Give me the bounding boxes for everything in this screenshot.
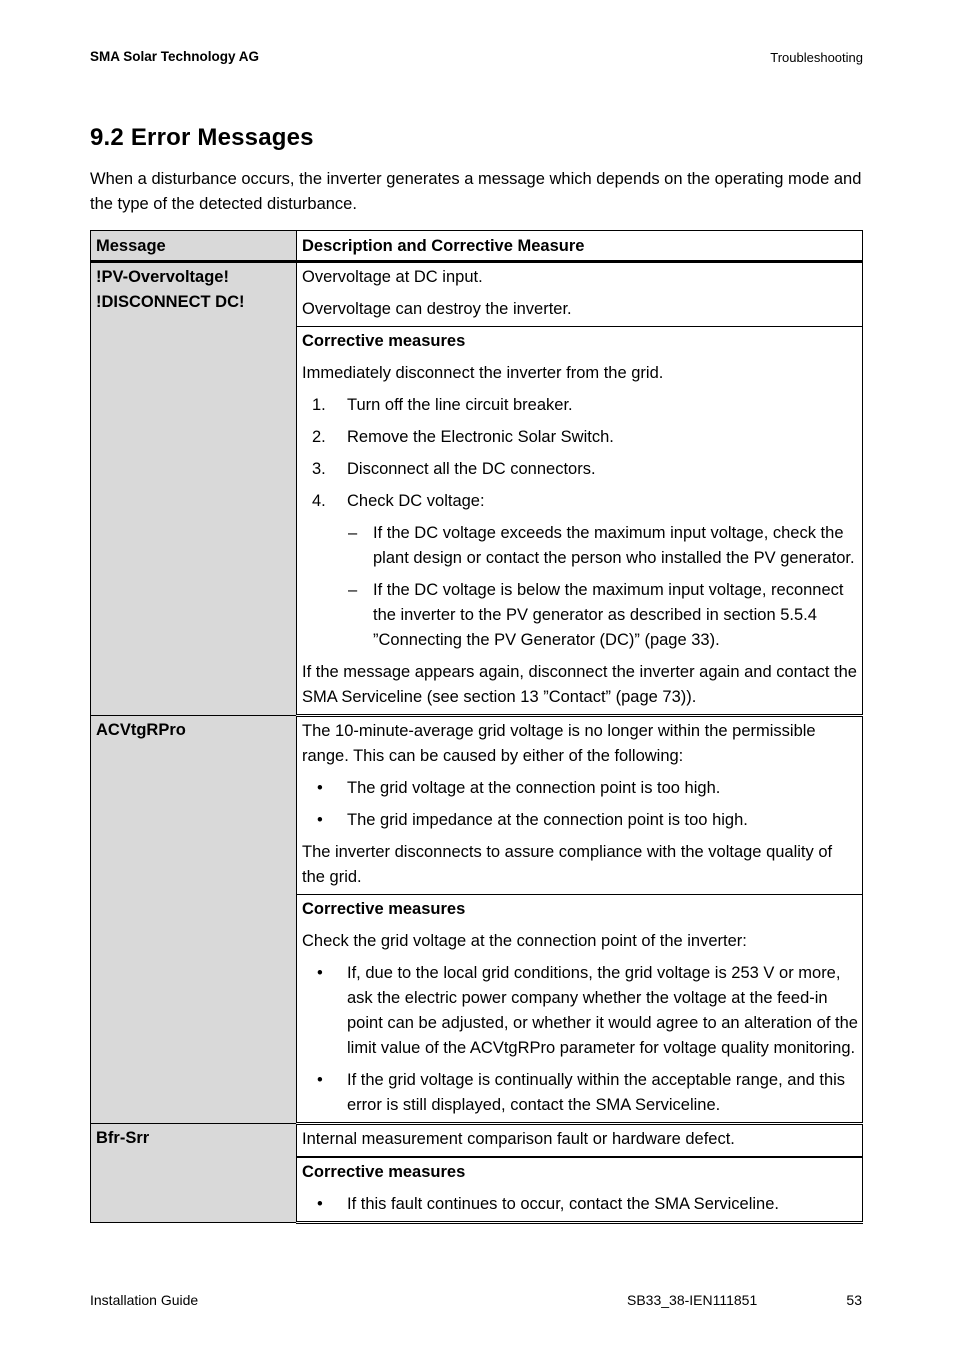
step-number: 4. [312, 492, 326, 510]
list-item [302, 1068, 858, 1118]
step-number: 1. [312, 396, 326, 414]
step-text: Disconnect all the DC connectors. [347, 460, 596, 478]
description-cell [297, 262, 863, 327]
message-cell [91, 262, 297, 716]
dash-marker: – [348, 581, 358, 599]
column-header-description: Description and Corrective Measure [297, 231, 863, 262]
bullet-marker: • [317, 964, 323, 982]
step-text: Check DC voltage: [347, 492, 485, 510]
description-text: Internal measurement comparison fault or hardware defect. [302, 1130, 735, 1148]
list-item [302, 1192, 858, 1217]
corrective-cell [297, 895, 863, 1124]
list-item [302, 457, 858, 482]
corrective-cell [297, 327, 863, 716]
description-text: The inverter disconnects to assure compliance with the voltage quality of the grid. [302, 843, 833, 886]
message-name: !PV-Overvoltage! [96, 268, 229, 286]
corrective-heading: Corrective measures [302, 900, 466, 918]
list-item [302, 521, 858, 571]
table-row [91, 262, 863, 327]
header-company: SMA Solar Technology AG [90, 49, 260, 64]
corrective-cell [297, 1157, 863, 1223]
step-text: Remove the Electronic Solar Switch. [347, 428, 614, 446]
step-number: 3. [312, 460, 326, 478]
sub-item-text: If the DC voltage is below the maximum input voltage, reconnect the inverter to the PV generator as described in section 5.5.4 ”Connecting the PV Generator (DC)” (page 33). [373, 581, 844, 649]
bullet-text: If the grid voltage is continually within the acceptable range, and this error is still displayed, contact the SMA Serviceline. [347, 1071, 846, 1114]
corrective-outro: If the message appears again, disconnect the inverter again and contact the SMA Serviceline (see section 13 ”Contact” (page 73)). [302, 663, 857, 706]
message-cell [91, 716, 297, 1124]
description-cell [297, 716, 863, 895]
list-item [302, 393, 858, 418]
step-text: Turn off the line circuit breaker. [347, 396, 573, 414]
bullet-marker: • [317, 779, 323, 797]
description-text: Overvoltage at DC input. [302, 268, 483, 286]
corrective-heading: Corrective measures [302, 1163, 466, 1181]
list-item [302, 808, 858, 833]
section-title: 9.2 Error Messages [90, 124, 314, 151]
bullet-text: The grid impedance at the connection point is too high. [347, 811, 748, 829]
header-section: Troubleshooting [770, 50, 863, 65]
list-item [302, 425, 858, 450]
message-name: !DISCONNECT DC! [96, 293, 245, 311]
list-item [302, 776, 858, 801]
corrective-intro: Check the grid voltage at the connection point of the inverter: [302, 932, 747, 950]
sub-item-text: If the DC voltage exceeds the maximum input voltage, check the plant design or contact the person who installed the PV generator. [373, 524, 855, 567]
message-name: Bfr-Srr [96, 1129, 150, 1147]
error-messages-table [90, 230, 863, 1224]
description-text: The 10-minute-average grid voltage is no longer within the permissible range. This can be caused by either of the following: [302, 722, 816, 765]
table-row [91, 1124, 863, 1158]
list-item [302, 489, 858, 514]
bullet-text: If, due to the local grid conditions, the grid voltage is 253 V or more, ask the electric power company whether the voltage at the feed-in point can be adjusted, or whether it would agree to an alteration of the limit value of the ACVtgRPro parameter for voltage quality monitoring. [347, 964, 858, 1057]
bullet-text: The grid voltage at the connection point is too high. [347, 779, 721, 797]
bullet-marker: • [317, 1195, 323, 1213]
description-text: Overvoltage can destroy the inverter. [302, 300, 572, 318]
column-header-message: Message [91, 231, 297, 262]
message-cell [91, 1124, 297, 1223]
footer-page-number: 53 [846, 1292, 862, 1308]
bullet-marker: • [317, 1071, 323, 1089]
step-number: 2. [312, 428, 326, 446]
bullet-marker: • [317, 811, 323, 829]
list-item [302, 578, 858, 653]
footer-document-name: Installation Guide [90, 1292, 199, 1308]
intro-paragraph: When a disturbance occurs, the inverter generates a message which depends on the operating mode and the type of the detected disturbance. [90, 170, 862, 213]
table-row [91, 716, 863, 895]
corrective-intro: Immediately disconnect the inverter from the grid. [302, 364, 664, 382]
table-header-row [91, 231, 863, 262]
list-item [302, 961, 858, 1061]
footer-document-code: SB33_38-IEN111851 [627, 1292, 758, 1308]
dash-marker: – [348, 524, 358, 542]
bullet-text: If this fault continues to occur, contact the SMA Serviceline. [347, 1195, 779, 1213]
corrective-heading: Corrective measures [302, 332, 466, 350]
message-name: ACVtgRPro [96, 721, 186, 739]
description-cell [297, 1124, 863, 1158]
